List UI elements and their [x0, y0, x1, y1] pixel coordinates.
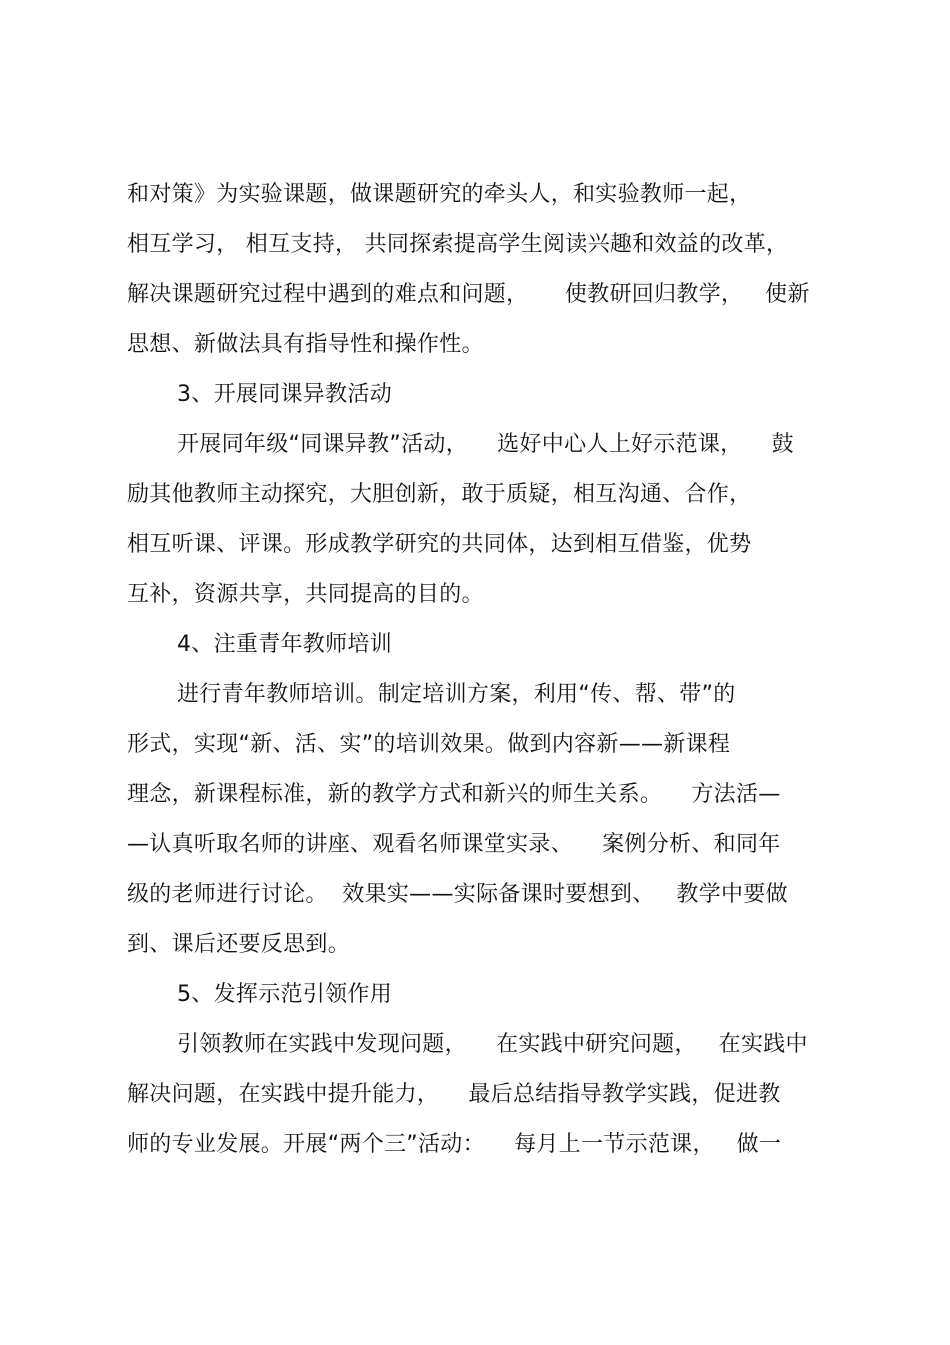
text-line-20: 师的专业发展。开展“两个三”活动： 每月上一节示范课， 做一 — [127, 1132, 782, 1157]
text-line-12: 形式，实现“新、活、实”的培训效果。做到内容新——新课程 — [127, 732, 731, 757]
text-line-11: 进行青年教师培训。制定培训方案，利用“传、帮、带”的 — [177, 682, 736, 707]
text-line-9: 互补，资源共享，共同提高的目的。 — [127, 582, 484, 607]
text-line-16: 到、课后还要反思到。 — [127, 932, 351, 957]
text-line-4: 思想、新做法具有指导性和操作性。 — [127, 332, 484, 357]
text-line-13: 理念，新课程标准，新的教学方式和新兴的师生关系。 方法活— — [127, 782, 781, 807]
section-heading-3: 3、开展同课异教活动 — [177, 382, 392, 407]
text-line-14: —认真听取名师的讲座、观看名师课堂实录、 案例分析、和同年 — [127, 832, 781, 857]
text-line-8: 相互听课、评课。形成教学研究的共同体，达到相互借鉴，优势 — [127, 532, 752, 557]
section-heading-4: 4、注重青年教师培训 — [177, 632, 392, 657]
text-line-3: 解决课题研究过程中遇到的难点和问题， 使教研回归教学， 使新 — [127, 282, 810, 307]
text-line-19: 解决问题，在实践中提升能力， 最后总结指导教学实践，促进教 — [127, 1082, 781, 1107]
text-line-6: 开展同年级“同课异教”活动， 选好中心人上好示范课， 鼓 — [177, 432, 794, 457]
section-heading-5: 5、发挥示范引领作用 — [177, 982, 392, 1007]
text-line-7: 励其他教师主动探究，大胆创新，敢于质疑，相互沟通、合作， — [127, 482, 752, 507]
text-line-1: 和对策》为实验课题，做课题研究的牵头人，和实验教师一起， — [127, 182, 752, 207]
text-line-18: 引领教师在实践中发现问题， 在实践中研究问题， 在实践中 — [177, 1032, 808, 1057]
text-line-2: 相互学习， 相互支持， 共同探索提高学生阅读兴趣和效益的改革， — [127, 232, 789, 257]
text-line-15: 级的老师进行讨论。 效果实——实际备课时要想到、 教学中要做 — [127, 882, 788, 907]
